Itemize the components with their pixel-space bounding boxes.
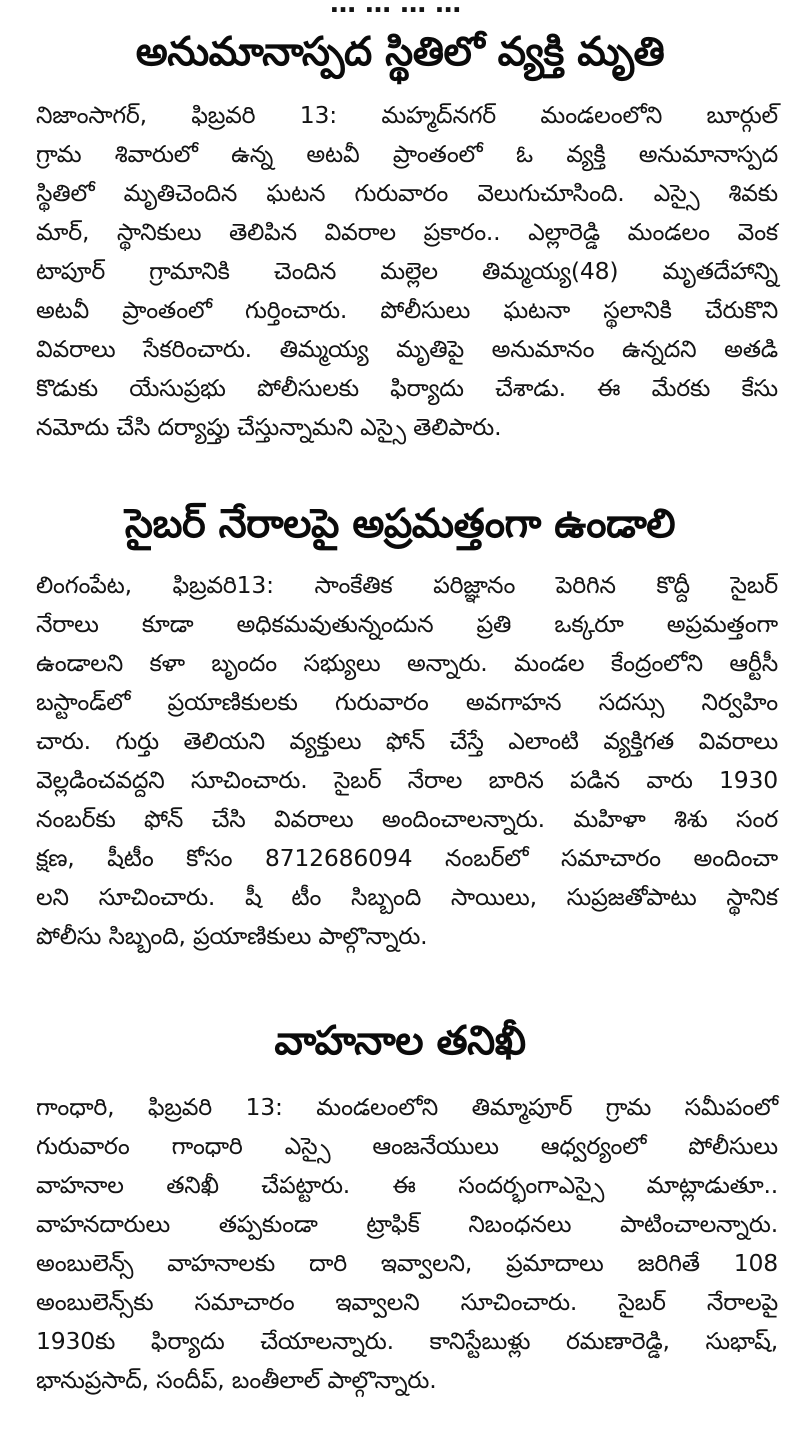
body-line: అంబులెన్స్‌కు సమాచారం ఇవ్వాలని సూచించారు. సైబర్ నేరాలపై xyxy=(36,1288,778,1316)
body-line: పోలీసు సిబ్బంది, ప్రయాణికులు పాల్గొన్నారు. xyxy=(36,922,428,950)
body-line: బస్టాండ్‌లో ప్రయాణికులకు గురువారం అవగాహన సదస్సు నిర్వహిం xyxy=(36,688,778,716)
body-line: నిజాంసాగర్, ఫిబ్రవరి 13: మహ్మద్‌నగర్ మండలంలోని బూర్గుల్ xyxy=(36,101,778,129)
body-line: కొడుకు యేసుప్రభు పోలీసులకు ఫిర్యాదు చేశాడు. ఈ మేరకు కేసు xyxy=(36,374,778,402)
article-body-vehicle-inspection xyxy=(36,1088,778,1400)
article-body-suspicious-death xyxy=(36,96,778,447)
body-line: నంబర్‌కు ఫోన్ చేసి వివరాలు అందించాలన్నారు. మహిళా శిశు సంర xyxy=(36,805,778,833)
body-line: ఉండాలని కళా బృందం సభ్యులు అన్నారు. మండల కేంద్రంలోని ఆర్టీసీ xyxy=(36,649,778,677)
body-line: వెల్లడించవద్దని సూచించారు. సైబర్ నేరాల బారిన పడిన వారు 1930 xyxy=(36,766,778,794)
top-clipped-fragment xyxy=(0,0,800,19)
headline-suspicious-death: అనుమానాస్పద స్థితిలో వ్యక్తి మృతి xyxy=(135,29,665,75)
body-line: 1930కు ఫిర్యాదు చేయాలన్నారు. కానిస్టేబుళ్లు రమణారెడ్డి, సుభాష్, xyxy=(36,1327,778,1355)
body-line: గురువారం గాంధారి ఎస్సై ఆంజనేయులు ఆధ్వర్యంలో పోలీసులు xyxy=(36,1132,778,1160)
body-line: నమోదు చేసి దర్యాప్తు చేస్తున్నామని ఎస్సై తెలిపారు. xyxy=(36,413,502,441)
body-line: భానుప్రసాద్, సందీప్, బంతీలాల్ పాల్గొన్నారు. xyxy=(36,1366,437,1394)
article-body-cyber-crime-awareness xyxy=(36,566,778,956)
body-line: అటవీ ప్రాంతంలో గుర్తించారు. పోలీసులు ఘటనా స్థలానికి చేరుకొని xyxy=(36,296,778,324)
body-line: గాంధారి, ఫిబ్రవరి 13: మండలంలోని తిమ్మాపూర్ గ్రామ సమీపంలో xyxy=(36,1093,778,1121)
body-line: క్షణ, షీటీం కోసం 8712686094 నంబర్‌లో సమాచారం అందించా xyxy=(36,844,778,872)
body-line: లింగంపేట, ఫిబ్రవరి13: సాంకేతిక పరిజ్ఞానం పెరిగిన కొద్దీ సైబర్ xyxy=(36,571,778,599)
body-line: చారు. గుర్తు తెలియని వ్యక్తులు ఫోన్ చేస్తే ఎలాంటి వ్యక్తిగత వివరాలు xyxy=(36,727,778,755)
headline-cyber-crime-awareness: సైబర్ నేరాలపై అప్రమత్తంగా ఉండాలి xyxy=(124,501,676,547)
body-line: మార్, స్థానికులు తెలిపిన వివరాల ప్రకారం.. ఎల్లారెడ్డి మండలం వెంక xyxy=(36,218,778,246)
headline-vehicle-inspection: వాహనాల తనిఖీ xyxy=(274,1018,526,1064)
body-line: వాహనదారులు తప్పకుండా ట్రాఫిక్ నిబంధనలు పాటించాలన్నారు. xyxy=(36,1210,778,1238)
body-line: స్థితిలో మృతిచెందిన ఘటన గురువారం వెలుగుచూసింది. ఎస్సై శివకు xyxy=(36,179,778,207)
body-line: టాపూర్ గ్రామానికి చెందిన మల్లెల తిమ్మయ్య(48) మృతదేహాన్ని xyxy=(36,257,778,285)
body-line: వివరాలు సేకరించారు. తిమ్మయ్య మృతిపై అనుమానం ఉన్నదని అతడి xyxy=(36,335,778,363)
body-line: నేరాలు కూడా అధికమవుతున్నందున ప్రతి ఒక్కరూ అప్రమత్తంగా xyxy=(36,610,778,638)
top-clipped-text: … … … … xyxy=(330,0,462,19)
body-line: లని సూచించారు. షీ టీం సిబ్బంది సాయిలు, సుప్రజతోపాటు స్థానిక xyxy=(36,883,778,911)
body-line: గ్రామ శివారులో ఉన్న అటవీ ప్రాంతంలో ఓ వ్యక్తి అనుమానాస్పద xyxy=(36,140,778,168)
body-line: వాహనాల తనిఖీ చేపట్టారు. ఈ సందర్భంగాఎస్సై మాట్లాడుతూ.. xyxy=(36,1171,778,1199)
body-line: అంబులెన్స్ వాహనాలకు దారి ఇవ్వాలని, ప్రమాదాలు జరిగితే 108 xyxy=(36,1249,778,1277)
